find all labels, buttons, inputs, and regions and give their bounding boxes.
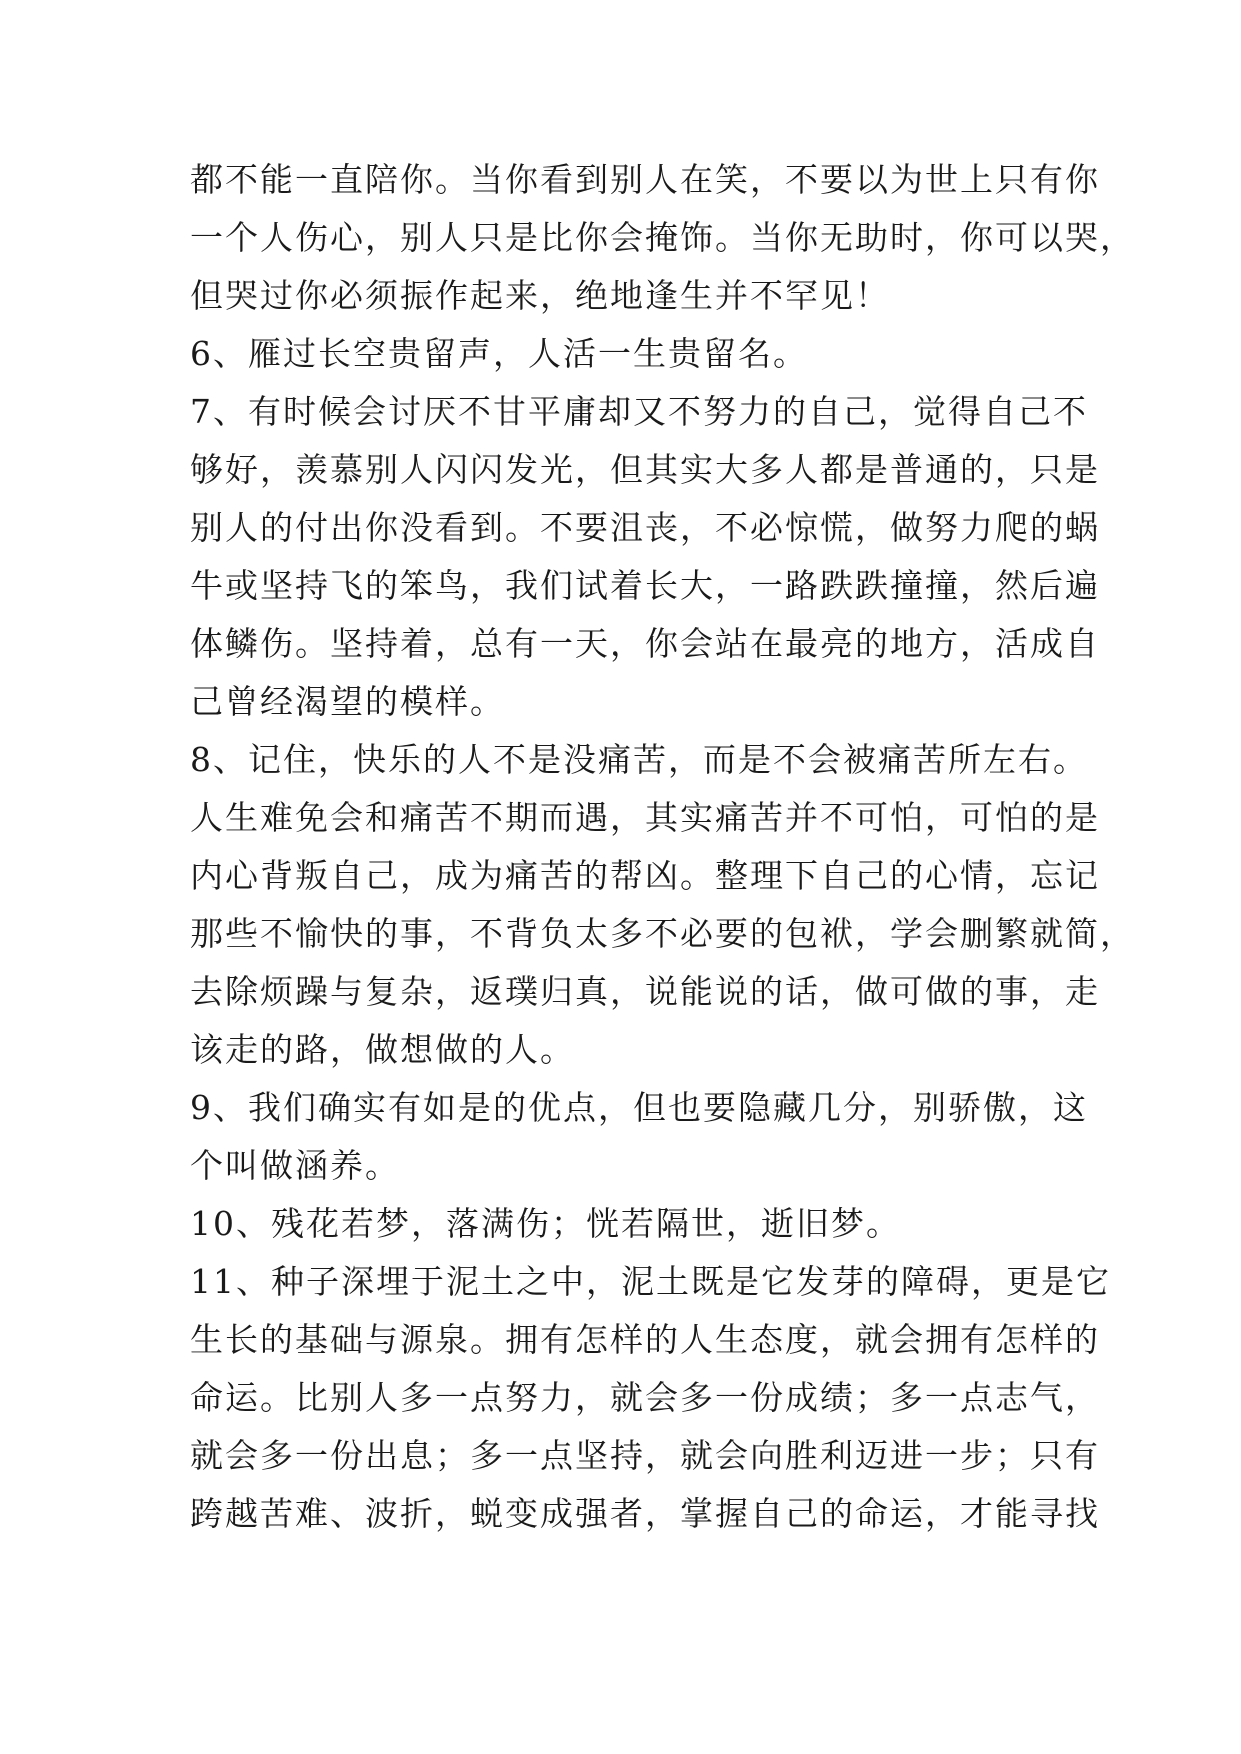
text-line: 7、有时候会讨厌不甘平庸却又不努力的自己，觉得自己不 [190, 392, 1088, 431]
text-line: 该走的路，做想做的人。 [190, 1030, 575, 1069]
text-line: 都不能一直陪你。当你看到别人在笑，不要以为世上只有你 [190, 160, 1100, 199]
text-line: 体鳞伤。坚持着，总有一天，你会站在最亮的地方，活成自 [190, 624, 1100, 663]
text-line: 人生难免会和痛苦不期而遇，其实痛苦并不可怕，可怕的是 [190, 798, 1100, 837]
text-line: 一个人伤心，别人只是比你会掩饰。当你无助时，你可以哭， [190, 218, 1135, 257]
text-line: 8、记住，快乐的人不是没痛苦，而是不会被痛苦所左右。 [190, 740, 1088, 779]
text-line: 己曾经渴望的模样。 [190, 682, 505, 721]
text-line: 11、种子深埋于泥土之中，泥土既是它发芽的障碍，更是它 [190, 1262, 1111, 1301]
text-line: 内心背叛自己，成为痛苦的帮凶。整理下自己的心情，忘记 [190, 856, 1100, 895]
text-line: 够好，羡慕别人闪闪发光，但其实大多人都是普通的，只是 [190, 450, 1100, 489]
text-line: 9、我们确实有如是的优点，但也要隐藏几分，别骄傲，这 [190, 1088, 1088, 1127]
text-line: 就会多一份出息；多一点坚持，就会向胜利迈进一步；只有 [190, 1436, 1100, 1475]
text-line: 但哭过你必须振作起来，绝地逢生并不罕见！ [190, 276, 890, 315]
text-line: 10、残花若梦，落满伤；恍若隔世，逝旧梦。 [190, 1204, 901, 1243]
text-line: 跨越苦难、波折，蜕变成强者，掌握自己的命运，才能寻找 [190, 1494, 1100, 1533]
text-line: 别人的付出你没看到。不要沮丧，不必惊慌，做努力爬的蜗 [190, 508, 1100, 547]
text-line: 个叫做涵养。 [190, 1146, 400, 1185]
text-line: 生长的基础与源泉。拥有怎样的人生态度，就会拥有怎样的 [190, 1320, 1100, 1359]
text-line: 6、雁过长空贵留声，人活一生贵留名。 [190, 334, 808, 373]
text-line: 去除烦躁与复杂，返璞归真，说能说的话，做可做的事，走 [190, 972, 1100, 1011]
text-line: 牛或坚持飞的笨鸟，我们试着长大，一路跌跌撞撞，然后遍 [190, 566, 1100, 605]
text-line: 命运。比别人多一点努力，就会多一份成绩；多一点志气， [190, 1378, 1100, 1417]
text-line: 那些不愉快的事，不背负太多不必要的包袱，学会删繁就简， [190, 914, 1135, 953]
